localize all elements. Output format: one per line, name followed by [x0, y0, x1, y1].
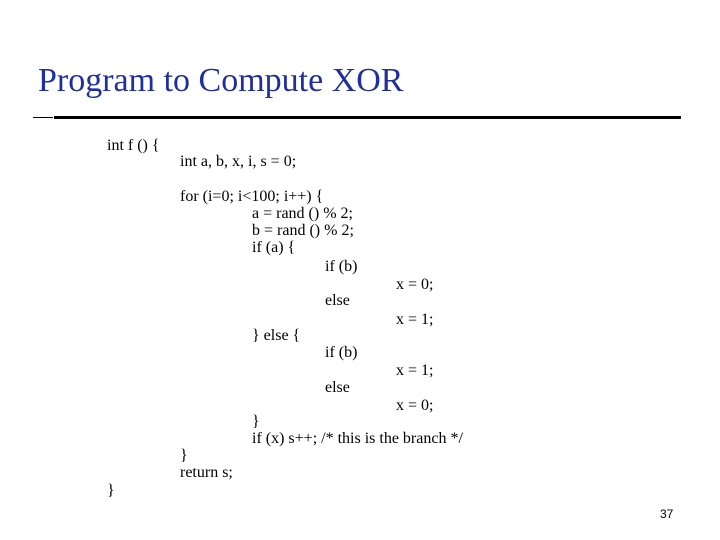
title-underline: [54, 116, 681, 119]
code-if-a: if (a) {: [252, 239, 296, 256]
code-close-for: }: [180, 447, 188, 464]
code-x-equals-1-second: x = 1;: [396, 362, 434, 379]
page-number: 37: [660, 507, 674, 521]
code-return: return s;: [180, 464, 233, 481]
code-function-open: int f () {: [107, 137, 160, 154]
code-else-first: else: [325, 292, 350, 309]
code-branch-statement: if (x) s++; /* this is the branch */: [252, 430, 463, 447]
code-if-b-first: if (b): [325, 258, 358, 275]
code-x-equals-0-first: x = 0;: [396, 276, 434, 293]
code-x-equals-0-second: x = 0;: [396, 397, 434, 414]
code-else-branch-open: } else {: [252, 327, 301, 344]
code-x-equals-1-first: x = 1;: [396, 311, 434, 328]
code-close-if: }: [252, 413, 260, 430]
code-close-function: }: [107, 482, 115, 499]
slide-title: Program to Compute XOR: [38, 62, 404, 99]
code-for-loop: for (i=0; i<100; i++) {: [180, 188, 324, 205]
code-else-second: else: [325, 379, 350, 396]
code-declaration: int a, b, x, i, s = 0;: [180, 153, 297, 170]
code-if-b-second: if (b): [325, 344, 358, 361]
code-assign-b: b = rand () % 2;: [252, 222, 354, 239]
code-assign-a: a = rand () % 2;: [252, 205, 353, 222]
title-underline-stub: [33, 117, 53, 118]
